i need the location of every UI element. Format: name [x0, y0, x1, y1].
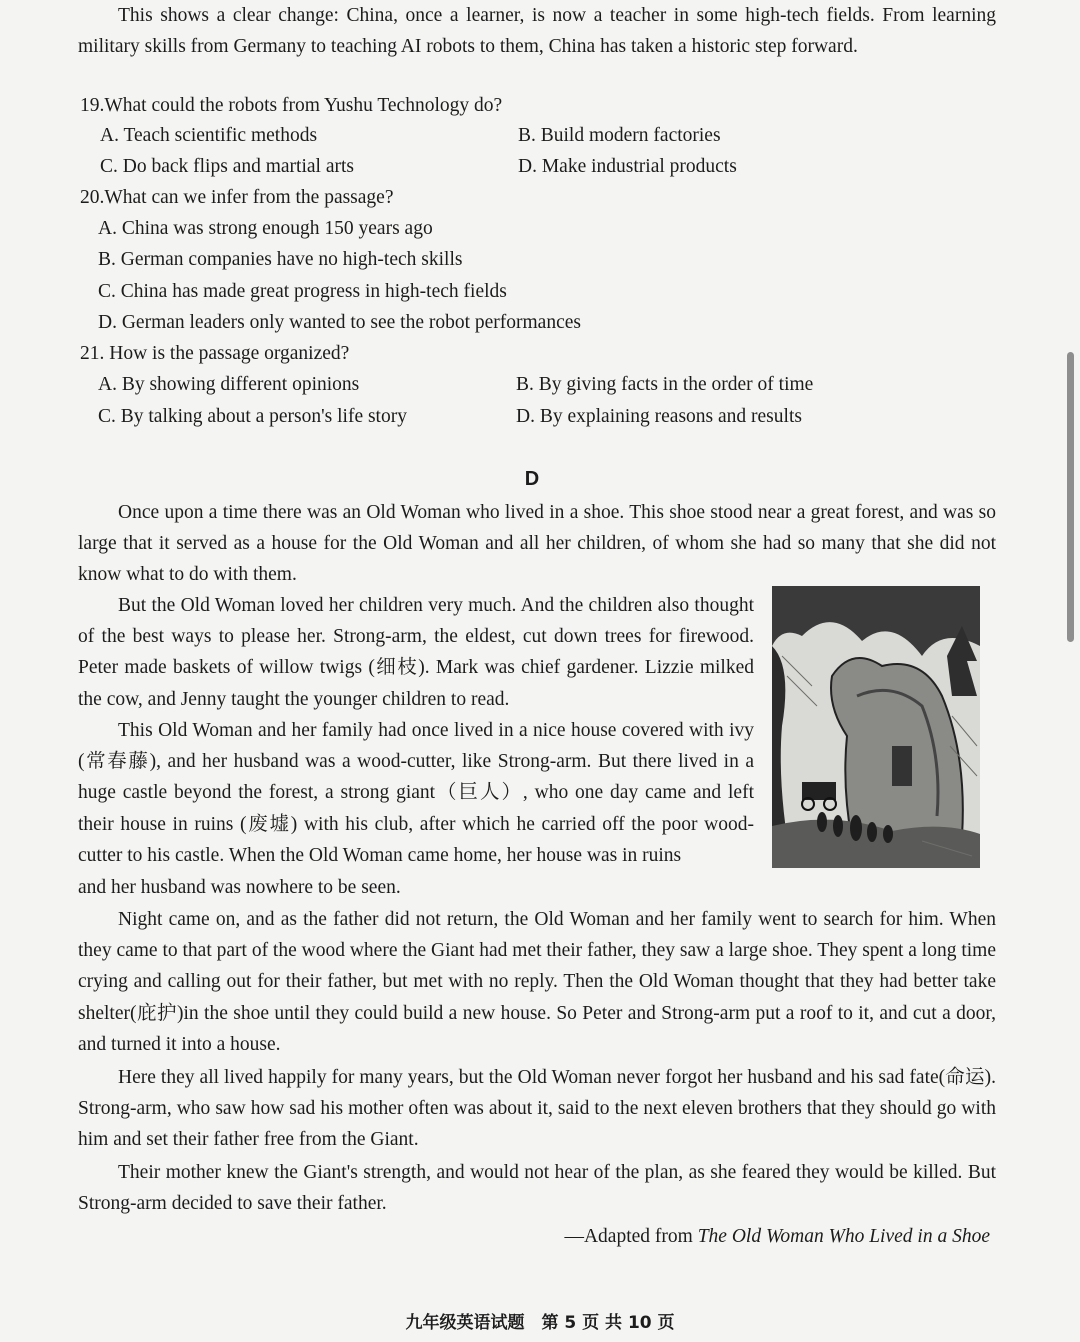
q21-option-a: A. By showing different opinions — [98, 374, 360, 395]
story-paragraph-3: This Old Woman and her family had once lived in a nice house covered with ivy (常春藤), and her husband was a wood-cutter, like Strong-arm. But there lived in a huge castle beyond the forest, a strong giant（巨人）, who one day came and left their house in ruins (废墟) with his club, after which he carried off the poor wood-cutter to his castle. When the Old Woman came home, her house was in ruins — [78, 720, 754, 866]
q21-option-c: C. By talking about a person's life story — [98, 406, 407, 427]
question-21: 21. How is the passage organized? — [80, 343, 350, 364]
vertical-scrollbar[interactable] — [1067, 352, 1074, 642]
story-paragraph-3-tail: and her husband was nowhere to be seen. — [78, 877, 401, 898]
source-title: The Old Woman Who Lived in a Shoe — [697, 1226, 990, 1247]
passage-c-conclusion: This shows a clear change: China, once a learner, is now a teacher in some high-tech fields. From learning military skills from Germany to teaching AI robots to them, China has taken a historic step forward. — [78, 5, 996, 58]
figure-child-4 — [883, 825, 893, 843]
source-citation — [564, 1222, 990, 1252]
figure-child-3 — [867, 822, 877, 842]
q21-option-b: B. By giving facts in the order of time — [516, 374, 814, 395]
q20-option-d: D. German leaders only wanted to see the robot performances — [98, 312, 581, 333]
q20-option-b: B. German companies have no high-tech skills — [98, 249, 463, 270]
q21-option-d: D. By explaining reasons and results — [516, 406, 802, 427]
story-illustration — [772, 586, 980, 868]
story-paragraph-5: Here they all lived happily for many years, but the Old Woman never forgot her husband and his sad fate(命运). Strong-arm, who saw how sad his mother often was about it, said to the next eleven brothers that they should go with him and set their father free from the Giant. — [78, 1067, 996, 1151]
section-heading-d: D — [524, 468, 540, 490]
question-20: 20.What can we infer from the passage? — [80, 187, 394, 208]
q19-option-b: B. Build modern factories — [518, 125, 721, 146]
story-paragraph-2: But the Old Woman loved her children very much. And the children also thought of the best ways to please her. Strong-arm, the eldest, cut down trees for firewood. Peter made baskets of willow twigs (细枝). Mark was chief gardener. Lizzie milked the cow, and Jenny taught the younger children to read. — [78, 595, 754, 710]
figure-child-1 — [817, 812, 827, 832]
story-paragraph-1: Once upon a time there was an Old Woman who lived in a shoe. This shoe stood near a great forest, and was so large that it served as a house for the Old Woman and all her children, of whom she had so many that she did not know what to do with them. — [78, 502, 996, 586]
story-paragraph-6: Their mother knew the Giant's strength, and would not hear of the plan, as she feared they would be killed. But Strong-arm decided to save their father. — [78, 1162, 996, 1215]
figure-woman — [850, 815, 862, 841]
page-footer: 九年级英语试题 第 5 页 共 10 页 — [405, 1313, 675, 1333]
q20-option-c: C. China has made great progress in high-tech fields — [98, 281, 507, 302]
source-prefix: —Adapted from — [564, 1226, 698, 1247]
story-paragraph-4: Night came on, and as the father did not return, the Old Woman and her family went to search for him. When they came to that part of the wood where the Giant had met their father, they saw a large shoe. They spent a long time crying and calling out for their father, but met with no reply. Then the Old Woman thought that they had better take shelter(庇护)in the shoe until they could build a new house. So Peter and Strong-arm put a roof to it, and cut a door, and turned it into a house. — [78, 909, 996, 1055]
q19-option-c: C. Do back flips and martial arts — [100, 156, 354, 177]
q19-option-d: D. Make industrial products — [518, 156, 737, 177]
shoe-door — [892, 746, 912, 786]
q20-option-a: A. China was strong enough 150 years ago — [98, 218, 433, 239]
question-19: 19.What could the robots from Yushu Technology do? — [80, 95, 503, 116]
figure-child-2 — [833, 815, 843, 837]
q19-option-a: A. Teach scientific methods — [100, 125, 318, 146]
